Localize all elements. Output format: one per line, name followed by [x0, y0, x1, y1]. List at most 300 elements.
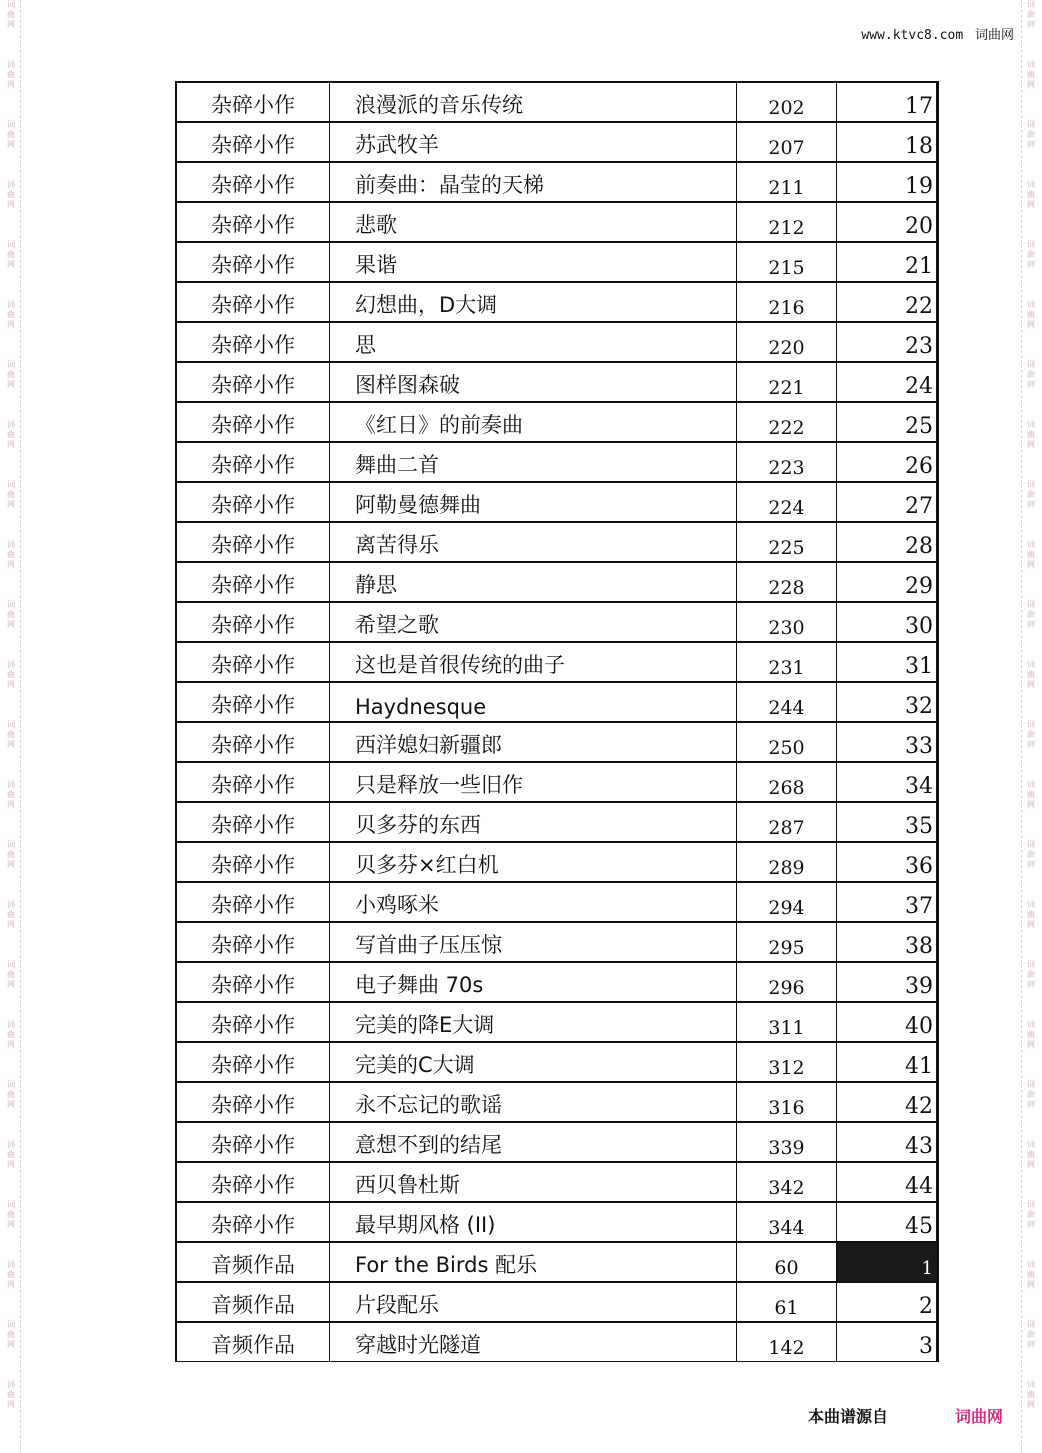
number-cell: [837, 1122, 938, 1162]
category-cell-text: 杂碎小作: [211, 893, 295, 917]
header-url: [861, 24, 1014, 43]
number-cell-text: 2: [919, 1294, 933, 1319]
page-cell-text: 216: [768, 297, 805, 319]
page-cell-text: 244: [768, 697, 805, 719]
page-cell-text: 221: [768, 377, 805, 399]
title-cell-text: 永不忘记的歌谣: [355, 1093, 502, 1117]
title-cell-text: 希望之歌: [355, 613, 439, 637]
category-cell: [176, 442, 330, 482]
number-cell: [837, 562, 938, 602]
page-cell: [737, 242, 837, 282]
title-cell: [330, 842, 737, 882]
category-cell: [176, 122, 330, 162]
category-cell-text: 杂碎小作: [211, 933, 295, 957]
number-cell: [837, 522, 938, 562]
title-cell-text: 贝多芬的东西: [355, 813, 481, 837]
table-row: [176, 562, 938, 602]
title-cell: [330, 642, 737, 682]
number-cell-text: 31: [905, 654, 933, 679]
title-cell: [330, 522, 737, 562]
page-cell-text: 250: [768, 737, 805, 759]
watermark-group: 词 曲 网: [1027, 840, 1035, 869]
watermark-group: 词 曲 网: [1027, 720, 1035, 749]
page-cell: [737, 1202, 837, 1242]
page-cell: [737, 922, 837, 962]
page-cell: [737, 1122, 837, 1162]
number-cell: [837, 1202, 938, 1242]
category-cell: [176, 562, 330, 602]
category-cell: [176, 1282, 330, 1322]
table-row: [176, 442, 938, 482]
page-cell: [737, 362, 837, 402]
table-row: [176, 122, 938, 162]
table-row: [176, 1162, 938, 1202]
number-cell: [837, 162, 938, 202]
category-cell-text: 杂碎小作: [211, 613, 295, 637]
page-cell-text: 231: [768, 657, 805, 679]
page-cell-text: 60: [774, 1257, 799, 1279]
title-cell: [330, 962, 737, 1002]
left-watermark-strip: [2, 0, 21, 1453]
category-cell-text: 杂碎小作: [211, 1013, 295, 1037]
number-cell-text: 23: [905, 334, 933, 359]
title-cell-text: 思: [355, 333, 376, 357]
category-cell-text: 杂碎小作: [211, 973, 295, 997]
title-cell-text: Haydnesque: [355, 695, 487, 719]
category-cell: [176, 282, 330, 322]
category-cell-text: 杂碎小作: [211, 1133, 295, 1157]
number-cell-text: 18: [905, 134, 933, 159]
number-cell: [837, 802, 938, 842]
page-cell-text: 268: [768, 777, 805, 799]
title-cell-text: 果谐: [355, 253, 397, 277]
watermark-group: 词 曲 网: [1027, 0, 1035, 29]
number-cell-text: 24: [905, 374, 933, 399]
watermark-group: 词 曲 网: [7, 780, 15, 809]
category-cell: [176, 1122, 330, 1162]
page-cell: [737, 1042, 837, 1082]
table-row: [176, 322, 938, 362]
category-cell: [176, 522, 330, 562]
page-cell: [737, 882, 837, 922]
category-cell: [176, 602, 330, 642]
title-cell-text: 舞曲二首: [355, 453, 439, 477]
category-cell: [176, 1162, 330, 1202]
category-cell: [176, 882, 330, 922]
number-cell: [837, 1082, 938, 1122]
category-cell-text: 杂碎小作: [211, 1213, 295, 1237]
table-row: [176, 722, 938, 762]
watermark-group: 词 曲 网: [1027, 300, 1035, 329]
category-cell-text: 音频作品: [211, 1333, 295, 1357]
number-cell: [837, 1322, 938, 1362]
category-cell: [176, 1002, 330, 1042]
category-cell: [176, 1322, 330, 1362]
title-cell-text: 离苦得乐: [355, 533, 439, 557]
table-row: [176, 482, 938, 522]
number-cell-text: 22: [905, 294, 933, 319]
table-row: [176, 1122, 938, 1162]
number-cell-text: 42: [905, 1094, 933, 1119]
footer-source-label: 本曲谱源自: [808, 1407, 889, 1426]
page-cell-text: 212: [768, 217, 805, 239]
watermark-group: 词 曲 网: [1027, 1320, 1035, 1349]
number-cell: [837, 202, 938, 242]
watermark-group: 词 曲 网: [7, 660, 15, 689]
watermark-group: 词 曲 网: [1027, 1020, 1035, 1049]
category-cell-text: 杂碎小作: [211, 93, 295, 117]
category-cell: [176, 322, 330, 362]
page-cell: [737, 602, 837, 642]
category-cell: [176, 202, 330, 242]
category-cell: [176, 1202, 330, 1242]
page-cell: [737, 282, 837, 322]
title-cell: [330, 242, 737, 282]
table-row: [176, 242, 938, 282]
number-cell-text: 28: [905, 534, 933, 559]
title-cell-text: 阿勒曼德舞曲: [355, 493, 481, 517]
page-cell-text: 223: [768, 457, 805, 479]
number-cell: [837, 362, 938, 402]
category-cell-text: 杂碎小作: [211, 813, 295, 837]
watermark-group: 词 曲 网: [1027, 960, 1035, 989]
title-cell-text: 小鸡啄米: [355, 893, 439, 917]
page-cell-text: 220: [768, 337, 805, 359]
watermark-group: 词 曲 网: [1027, 780, 1035, 809]
title-cell: [330, 442, 737, 482]
watermark-group: 词 曲 网: [7, 1320, 15, 1349]
number-cell-text: 25: [905, 414, 933, 439]
number-cell-text: 43: [905, 1134, 933, 1159]
watermark-group: 词 曲 网: [7, 1020, 15, 1049]
page-cell: [737, 162, 837, 202]
title-cell-text: 最早期风格 (II): [355, 1213, 496, 1237]
watermark-group: 词 曲 网: [1027, 1200, 1035, 1229]
category-cell: [176, 82, 330, 122]
watermark-group: 词 曲 网: [7, 1380, 15, 1409]
table-row: [176, 282, 938, 322]
title-cell: [330, 1202, 737, 1242]
title-cell-text: For the Birds 配乐: [355, 1253, 538, 1277]
title-cell: [330, 602, 737, 642]
category-cell-text: 杂碎小作: [211, 413, 295, 437]
title-cell: [330, 402, 737, 442]
page-cell-text: 224: [768, 497, 805, 519]
watermark-group: 词 曲 网: [7, 1140, 15, 1169]
page-cell-text: 142: [768, 1337, 805, 1359]
number-cell: [837, 602, 938, 642]
category-cell-text: 杂碎小作: [211, 173, 295, 197]
title-cell-text: 悲歌: [355, 213, 397, 237]
category-cell: [176, 722, 330, 762]
page-cell: [737, 722, 837, 762]
page-cell: [737, 1002, 837, 1042]
page-cell: [737, 82, 837, 122]
page-cell: [737, 642, 837, 682]
category-cell-text: 音频作品: [211, 1293, 295, 1317]
table-row: [176, 1282, 938, 1322]
page-cell-text: 228: [768, 577, 805, 599]
table-row: [176, 82, 938, 122]
page-cell-text: 207: [768, 137, 805, 159]
number-cell: [837, 482, 938, 522]
page-cell: [737, 322, 837, 362]
header-url-text: www.ktvc8.com: [861, 28, 964, 43]
category-cell: [176, 1042, 330, 1082]
title-cell: [330, 82, 737, 122]
number-cell-text: 37: [905, 894, 933, 919]
title-cell-text: 贝多芬×红白机: [355, 853, 499, 877]
category-cell-text: 杂碎小作: [211, 733, 295, 757]
number-cell: [837, 1162, 938, 1202]
watermark-group: 词 曲 网: [7, 600, 15, 629]
page-cell: [737, 442, 837, 482]
category-cell: [176, 642, 330, 682]
page-cell-text: 344: [768, 1217, 805, 1239]
watermark-group: 词 曲 网: [7, 1200, 15, 1229]
number-cell-text: 33: [905, 734, 933, 759]
table-row: [176, 522, 938, 562]
number-cell-text: 21: [905, 254, 933, 279]
table-row: [176, 1242, 938, 1282]
watermark-group: 词 曲 网: [7, 840, 15, 869]
page-cell-text: 230: [768, 617, 805, 639]
number-cell-text: 17: [905, 94, 933, 119]
table-row: [176, 842, 938, 882]
title-cell-text: 幻想曲，D大调: [355, 293, 498, 317]
title-cell: [330, 722, 737, 762]
title-cell: [330, 1322, 737, 1362]
page-cell: [737, 1082, 837, 1122]
category-cell: [176, 962, 330, 1002]
number-cell-text: 32: [905, 694, 933, 719]
category-cell: [176, 682, 330, 722]
title-cell: [330, 1002, 737, 1042]
watermark-group: 词 曲 网: [1027, 660, 1035, 689]
table-row: [176, 642, 938, 682]
page-cell: [737, 122, 837, 162]
category-cell-text: 杂碎小作: [211, 253, 295, 277]
page-cell: [737, 402, 837, 442]
number-cell-text: 40: [905, 1014, 933, 1039]
page-cell-text: 211: [768, 177, 805, 199]
category-cell: [176, 402, 330, 442]
title-cell: [330, 1042, 737, 1082]
watermark-group: 词 曲 网: [7, 420, 15, 449]
title-cell: [330, 922, 737, 962]
number-cell: [837, 962, 938, 1002]
page-cell-text: 342: [768, 1177, 805, 1199]
category-cell: [176, 762, 330, 802]
title-cell-text: 只是释放一些旧作: [355, 773, 523, 797]
category-cell-text: 杂碎小作: [211, 453, 295, 477]
header-site-name: 词曲网: [974, 28, 1014, 43]
category-cell-text: 杂碎小作: [211, 373, 295, 397]
number-cell: [837, 122, 938, 162]
number-cell: [837, 642, 938, 682]
title-cell: [330, 482, 737, 522]
number-cell: [837, 922, 938, 962]
number-cell: [837, 242, 938, 282]
number-cell-text: 26: [905, 454, 933, 479]
category-cell-text: 杂碎小作: [211, 1093, 295, 1117]
footer-logo: 词曲网: [955, 1407, 1004, 1426]
page-cell: [737, 1242, 837, 1282]
table-row: [176, 602, 938, 642]
page-cell-text: 215: [768, 257, 805, 279]
page-cell-text: 294: [768, 897, 805, 919]
watermark-group: 词 曲 网: [1027, 420, 1035, 449]
category-cell-text: 杂碎小作: [211, 333, 295, 357]
title-cell-text: 意想不到的结尾: [355, 1133, 502, 1157]
title-cell: [330, 202, 737, 242]
title-cell: [330, 802, 737, 842]
title-cell: [330, 1082, 737, 1122]
category-cell-text: 杂碎小作: [211, 853, 295, 877]
number-cell-text: 34: [905, 774, 933, 799]
number-cell-text: 39: [905, 974, 933, 999]
page-cell-text: 311: [768, 1017, 805, 1039]
title-cell: [330, 882, 737, 922]
category-cell-text: 音频作品: [211, 1253, 295, 1277]
title-cell: [330, 1282, 737, 1322]
page-cell: [737, 1282, 837, 1322]
table-row: [176, 682, 938, 722]
category-cell-text: 杂碎小作: [211, 1053, 295, 1077]
page-cell: [737, 682, 837, 722]
page-cell-text: 287: [768, 817, 805, 839]
category-cell-text: 杂碎小作: [211, 773, 295, 797]
category-cell-text: 杂碎小作: [211, 533, 295, 557]
number-cell: [837, 402, 938, 442]
category-cell: [176, 362, 330, 402]
watermark-group: 词 曲 网: [1027, 600, 1035, 629]
number-cell-text: 19: [905, 174, 933, 199]
title-cell-text: 穿越时光隧道: [355, 1333, 481, 1357]
number-cell: [837, 442, 938, 482]
title-cell: [330, 762, 737, 802]
title-cell-text: 完美的C大调: [355, 1053, 475, 1077]
category-cell-text: 杂碎小作: [211, 293, 295, 317]
page-cell: [737, 1162, 837, 1202]
watermark-group: 词 曲 网: [7, 180, 15, 209]
table-row: [176, 402, 938, 442]
watermark-group: 词 曲 网: [1027, 900, 1035, 929]
number-cell: [837, 1282, 938, 1322]
title-cell: [330, 162, 737, 202]
number-cell: [837, 762, 938, 802]
watermark-group: 词 曲 网: [7, 480, 15, 509]
category-cell-text: 杂碎小作: [211, 573, 295, 597]
page-cell: [737, 802, 837, 842]
number-cell: [837, 82, 938, 122]
title-cell-text: 图样图森破: [355, 373, 460, 397]
title-cell: [330, 122, 737, 162]
title-cell-text: 苏武牧羊: [355, 133, 439, 157]
title-cell-text: 这也是首很传统的曲子: [355, 653, 565, 677]
number-cell-text: 27: [905, 494, 933, 519]
watermark-group: 词 曲 网: [7, 120, 15, 149]
category-cell: [176, 482, 330, 522]
category-cell-text: 杂碎小作: [211, 493, 295, 517]
page-cell-text: 225: [768, 537, 805, 559]
watermark-group: 词 曲 网: [7, 720, 15, 749]
watermark-group: 词 曲 网: [7, 360, 15, 389]
title-cell: [330, 1242, 737, 1282]
watermark-group: 词 曲 网: [7, 900, 15, 929]
number-cell: [837, 1242, 938, 1282]
page-cell: [737, 842, 837, 882]
watermark-group: 词 曲 网: [1027, 360, 1035, 389]
watermark-group: 词 曲 网: [7, 240, 15, 269]
watermark-group: 词 曲 网: [1027, 1140, 1035, 1169]
page-cell: [737, 762, 837, 802]
table-row: [176, 1042, 938, 1082]
number-cell: [837, 842, 938, 882]
page-cell: [737, 202, 837, 242]
table-row: [176, 362, 938, 402]
page-cell-text: 316: [768, 1097, 805, 1119]
number-cell-text: 1: [921, 1258, 933, 1279]
number-cell-text: 45: [905, 1214, 933, 1239]
page-cell: [737, 1322, 837, 1362]
page-cell-text: 312: [768, 1057, 805, 1079]
works-table: [175, 81, 939, 1362]
number-cell: [837, 682, 938, 722]
number-cell-text: 20: [905, 214, 933, 239]
number-cell: [837, 722, 938, 762]
number-cell-text: 44: [905, 1174, 933, 1199]
category-cell-text: 杂碎小作: [211, 653, 295, 677]
table-row: [176, 162, 938, 202]
title-cell-text: 浪漫派的音乐传统: [355, 93, 523, 117]
watermark-group: 词 曲 网: [1027, 540, 1035, 569]
number-cell-text: 29: [905, 574, 933, 599]
title-cell-text: 静思: [355, 573, 397, 597]
page-cell-text: 295: [768, 937, 805, 959]
watermark-group: 词 曲 网: [7, 0, 15, 29]
number-cell-text: 41: [905, 1054, 933, 1079]
category-cell: [176, 162, 330, 202]
title-cell-text: 电子舞曲 70s: [355, 973, 484, 997]
number-cell: [837, 1042, 938, 1082]
page-cell-text: 222: [768, 417, 805, 439]
table-row: [176, 1002, 938, 1042]
page-cell-text: 289: [768, 857, 805, 879]
page-cell-text: 339: [768, 1137, 805, 1159]
page-cell: [737, 482, 837, 522]
table-row: [176, 1082, 938, 1122]
category-cell: [176, 922, 330, 962]
title-cell: [330, 322, 737, 362]
number-cell: [837, 882, 938, 922]
page-cell-text: 296: [768, 977, 805, 999]
title-cell: [330, 562, 737, 602]
title-cell-text: 西贝鲁杜斯: [355, 1173, 460, 1197]
category-cell-text: 杂碎小作: [211, 693, 295, 717]
page-cell: [737, 962, 837, 1002]
category-cell: [176, 1082, 330, 1122]
number-cell-text: 3: [919, 1334, 933, 1359]
number-cell-text: 35: [905, 814, 933, 839]
watermark-group: 词 曲 网: [1027, 240, 1035, 269]
table-row: [176, 882, 938, 922]
watermark-group: 词 曲 网: [1027, 180, 1035, 209]
table-row: [176, 1322, 938, 1362]
category-cell-text: 杂碎小作: [211, 133, 295, 157]
watermark-group: 词 曲 网: [1027, 1260, 1035, 1289]
watermark-group: 词 曲 网: [1027, 60, 1035, 89]
